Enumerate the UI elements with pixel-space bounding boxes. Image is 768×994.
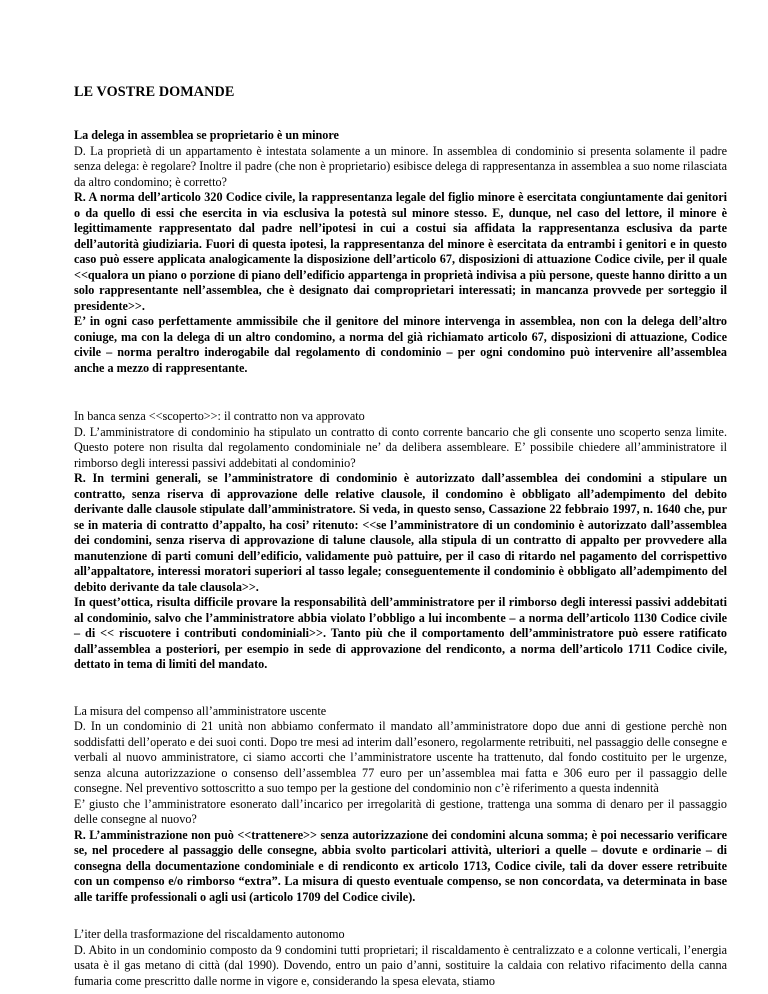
- page-title: LE VOSTRE DOMANDE: [74, 84, 235, 100]
- answer-text: R. L’amministrazione non può <<trattenere>> senza autorizzazione dei condomini alcuna somma; è poi necessario verificare se, nel procedere al passaggio delle consegne, abbia svolto particolari attività, ulteriori a quelle – dovute e ordinarie – di consegna della documentazione condominiale e di rendiconto ex articolo 1713, Codice civile, tali da dover essere retribuite con un compenso e/o rimborso “extra”. La misura di questo eventuale compenso, se non concordata, va determinata in base alle tariffe professionali o agli usi (articolo 1709 del Codice civile).: [74, 827, 727, 904]
- qa-section-3: [74, 704, 727, 906]
- answer-text-continued: In quest’ottica, risulta difficile provare la responsabilità dell’amministratore per il rimborso degli interessi passivi addebitati al condominio, salvo che l’amministratore abbia violato l’obbligo a lui incombente – a norma dell’articolo 1130 Codice civile – di << riscuotere i contributi condominiali>>. Tanto più che il comportamento dell’amministratore può essere ratificato dall’assemblea a posteriori, per esempio in sede di approvazione del rendiconto, a norma dell’articolo 1711 Codice civile, dettato in tema di limiti del mandato.: [74, 595, 727, 671]
- question-text: D. L’amministratore di condominio ha stipulato un contratto di conto corrente bancario che gli consente uno scoperto senza limite. Questo potere non risulta dal regolamento condominiale ne’ da delibera assembleare. E’ possibile chiedere all’amministratore il rimborso degli interessi passivi addebitati al condominio?: [74, 424, 727, 470]
- section-title: In banca senza <<scoperto>>: il contratto non va approvato: [74, 409, 365, 423]
- section-title: L’iter della trasformazione del riscaldamento autonomo: [74, 927, 345, 941]
- question-text: D. Abito in un condominio composto da 9 condomini tutti proprietari; il riscaldamento è centralizzato e a colonne verticali, l’energia usata è il gas metano di città (dal 1990). Dovendo, entro un paio d’anni, sostituire la caldaia con relativo rifacimento della canna fumaria come prescritto dalle norme in vigore e, considerando la spesa elevata, stiamo: [74, 942, 727, 988]
- question-text: D. In un condominio di 21 unità non abbiamo confermato il mandato all’amministratore dopo due anni di gestione perchè non soddisfatti dell’operato e dei suoi conti. Dopo tre mesi ad interim dall’esonero, regolarmente retribuiti, nel passaggio delle consegne e verbali al nuovo amministratore, ci siamo accorti che l’amministratore uscente ha trattenuto, dal fondo costituito per le urgenze, senza alcuna autorizzazione o consenso dell’assemblea 77 euro per un’assemblea mai fatta e 306 euro per il passaggio delle consegne. Nel preventivo sottoscritto a suo tempo per la gestione del condominio non c’è riferimento a questa indennità: [74, 719, 727, 795]
- section-title: La misura del compenso all’amministratore uscente: [74, 703, 327, 718]
- answer-text-continued: E’ in ogni caso perfettamente ammissibile che il genitore del minore intervenga in assemblea, non con la delega dell’altro coniuge, ma con la delega di un altro condomino, a norma del già richiamato articolo 67, disposizioni di attuazione, Codice civile – norma peraltro inderogabile dal regolamento di condominio – per ogni condomino può intervenire all’assemblea anche a mezzo di rappresentante.: [74, 314, 727, 375]
- qa-section-1: [74, 128, 727, 376]
- answer-text: R. In termini generali, se l’amministratore di condominio è autorizzato dall’assemblea dei condomini a stipulare un contratto, senza riserva di approvazione delle relative clausole, il condomino è obbligato all’adempimento del debito derivante dalle clausole stipulate dall’amministratore. Si veda, in questo senso, Cassazione 22 febbraio 1997, n. 1640 che, pur se in materia di contratto d’appalto, ha cosi’ ritenuto: <<se l’amministratore di un condominio è autorizzato dall’assemblea dei condomini, senza riserva di approvazione di talune clausole, alla stipula di un contratto di appalto per provvedere alla manutenzione di parti comuni dell’edificio, validamente può pattuire, per il caso di ritardo nel pagamento del corrispettivo all’appaltatore, interessi moratori superiori al tasso legale; conseguentemente il condominio è obbligato all’adempimento del debito derivante da tale clausola>>.: [74, 471, 727, 594]
- answer-text: R. A norma dell’articolo 320 Codice civile, la rappresentanza legale del figlio minore è esercitata congiuntamente dai genitori o da quello di essi che esercita in via esclusiva la potestà sul minore stesso. E, dunque, nel caso del lettore, il minore è legittimamente rappresentato dal padre nell’ipotesi in cui a costui sia affidata la rappresentanza esclusiva da parte dell’autorità giudiziaria. Fuori di questa ipotesi, la rappresentanza del minore è esercitata da entrambi i genitori e in questo caso può essere applicata analogicamente la disposizione dell’articolo 67, disposizioni di attuazione Codice civile, per il quale <<qualora un piano o porzione di piano dell’edificio appartenga in proprietà indivisa a più persone, queste hanno diritto a un solo rappresentante nell’assemblea, che è designato dai comproprietari interessati; in mancanza provvede per sorteggio il presidente>>.: [74, 190, 727, 313]
- qa-section-2: [74, 409, 727, 673]
- section-title: La delega in assemblea se proprietario è un minore: [74, 128, 339, 142]
- question-text: D. La proprietà di un appartamento è intestata solamente a un minore. In assemblea di condominio si presenta solamente il padre senza delega: è regolare? Inoltre il padre (che non è proprietario) esibisce delega di rappresentanza in assemblea a suo nome rilasciata da altro condomino; è corretto?: [74, 143, 727, 189]
- question-text-continued: E’ giusto che l’amministratore esonerato dall’incarico per irregolarità di gestione, trattenga una somma di denaro per il passaggio delle consegne al nuovo?: [74, 796, 727, 826]
- qa-section-4: [74, 927, 727, 989]
